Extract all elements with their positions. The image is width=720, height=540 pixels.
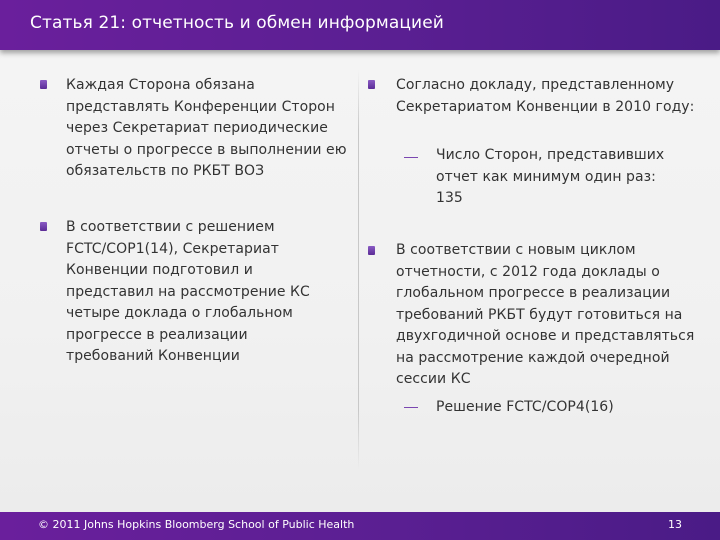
bullet-marker-icon xyxy=(368,80,375,89)
bullet-marker-icon xyxy=(368,246,375,255)
right-bullet-2: В соответствии с новым циклом отчетности, с 2012 года доклады о глобальном прогрессе в реализации требований РКБТ будут готовиться на двухгодичной основе и представляться на рассмотрение каждой очередной сессии КС xyxy=(396,242,695,387)
copyright-text: © 2011 Johns Hopkins Bloomberg School of Public Health xyxy=(38,518,355,531)
slide-footer xyxy=(0,512,720,540)
left-bullet-2: В соответствии с решением FCTC/COP1(14), Секретариат Конвенции подготовил и представил на рассмотрение КС четыре доклада о глобальном прогрессе в реализации требований Конвенции xyxy=(66,219,310,364)
slide-title: Статья 21: отчетность и обмен информацией xyxy=(30,13,444,33)
right-sub-bullet-1: Число Сторон, представивших отчет как минимум один раз: 135 xyxy=(436,147,665,206)
slide-header xyxy=(0,0,720,50)
column-divider xyxy=(358,70,359,470)
right-bullet-1: Согласно докладу, представленному Секретариатом Конвенции в 2010 году: xyxy=(396,77,695,115)
left-bullet-1: Каждая Сторона обязана представлять Конференции Сторон через Секретариат периодические отчеты о прогрессе в выполнении ею обязательств по РКБТ ВОЗ xyxy=(66,77,347,179)
bullet-marker-icon xyxy=(40,222,47,231)
sub-bullet-dash-icon xyxy=(404,407,418,408)
page-number: 13 xyxy=(668,518,682,531)
sub-bullet-dash-icon xyxy=(404,157,418,158)
right-sub-bullet-2: Решение FCTC/COP4(16) xyxy=(436,399,614,415)
bullet-marker-icon xyxy=(40,80,47,89)
